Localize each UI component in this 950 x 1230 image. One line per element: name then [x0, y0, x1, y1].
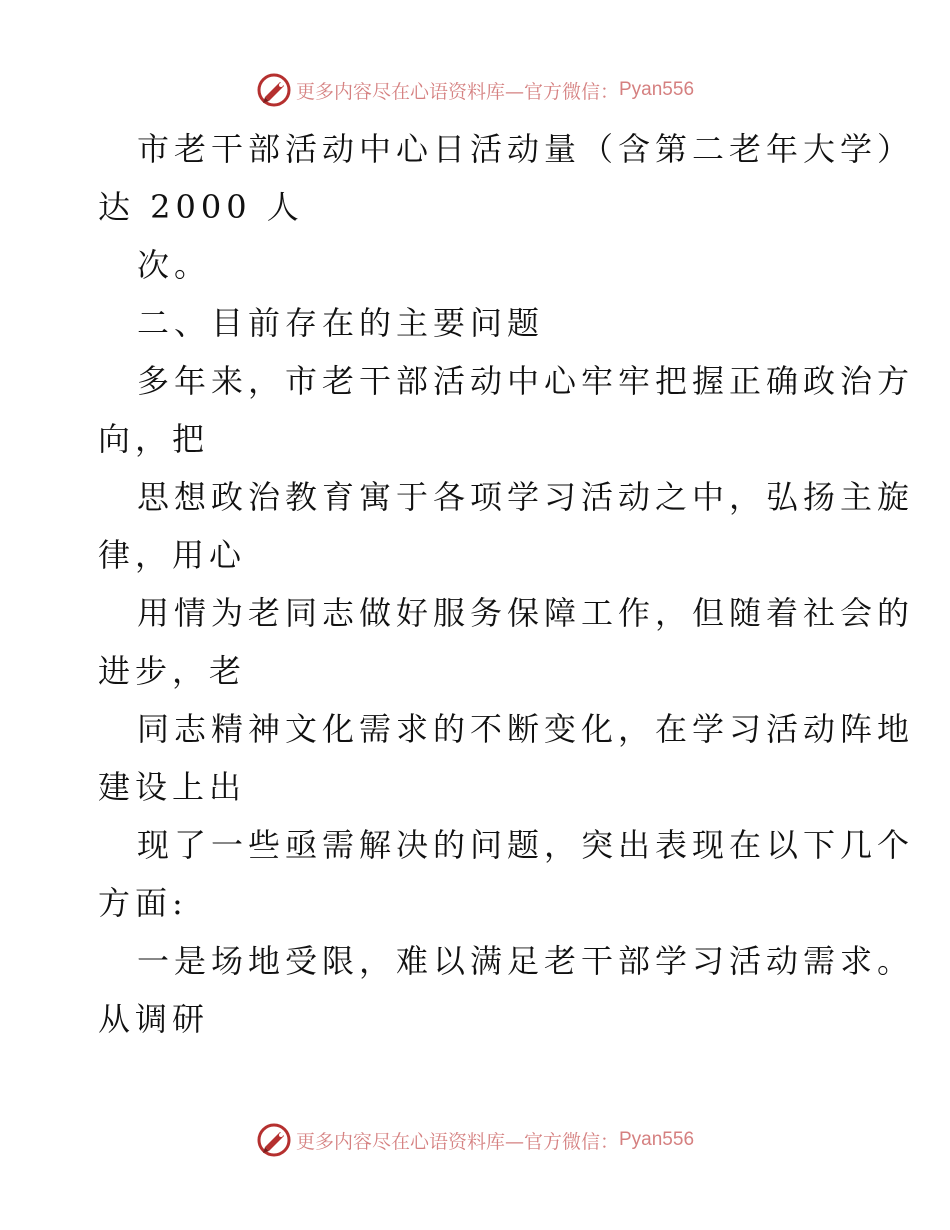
paragraph-line: 向，把 — [98, 420, 210, 458]
watermark-text: 更多内容尽在心语资料库—官方微信： — [295, 80, 619, 103]
paragraph-line: 多年来，市老干部活动中心牢牢把握正确政治方 — [137, 362, 915, 400]
watermark-text: 更多内容尽在心语资料库—官方微信： — [295, 1130, 619, 1153]
header-watermark — [0, 70, 950, 110]
paragraph-line: 建设上出 — [98, 768, 247, 806]
watermark-wechat-id: Pyan556 — [619, 1129, 695, 1150]
paragraph-line: 从调研 — [98, 1000, 210, 1038]
pen-logo-icon — [256, 72, 292, 108]
section-heading: 二、目前存在的主要问题 — [137, 304, 545, 342]
footer-watermark — [0, 1120, 950, 1160]
paragraph-line: 市老干部活动中心日活动量（含第二老年大学） — [137, 130, 915, 168]
pen-logo-icon — [256, 1122, 292, 1158]
paragraph-line: 达 2000 人 — [98, 188, 304, 226]
paragraph-line: 进步，老 — [98, 652, 247, 690]
paragraph-line: 律，用心 — [98, 536, 247, 574]
paragraph-line: 思想政治教育寓于各项学习活动之中，弘扬主旋 — [137, 478, 915, 516]
paragraph-line: 现了一些亟需解决的问题，突出表现在以下几个 — [137, 826, 915, 864]
paragraph-line: 同志精神文化需求的不断变化，在学习活动阵地 — [137, 710, 915, 748]
paragraph-line: 用情为老同志做好服务保障工作，但随着社会的 — [137, 594, 915, 632]
paragraph-line: 方面: — [98, 884, 188, 922]
paragraph-line: 次。 — [137, 246, 212, 284]
paragraph-line: 一是场地受限，难以满足老干部学习活动需求。 — [137, 942, 915, 980]
watermark-wechat-id: Pyan556 — [619, 79, 695, 100]
